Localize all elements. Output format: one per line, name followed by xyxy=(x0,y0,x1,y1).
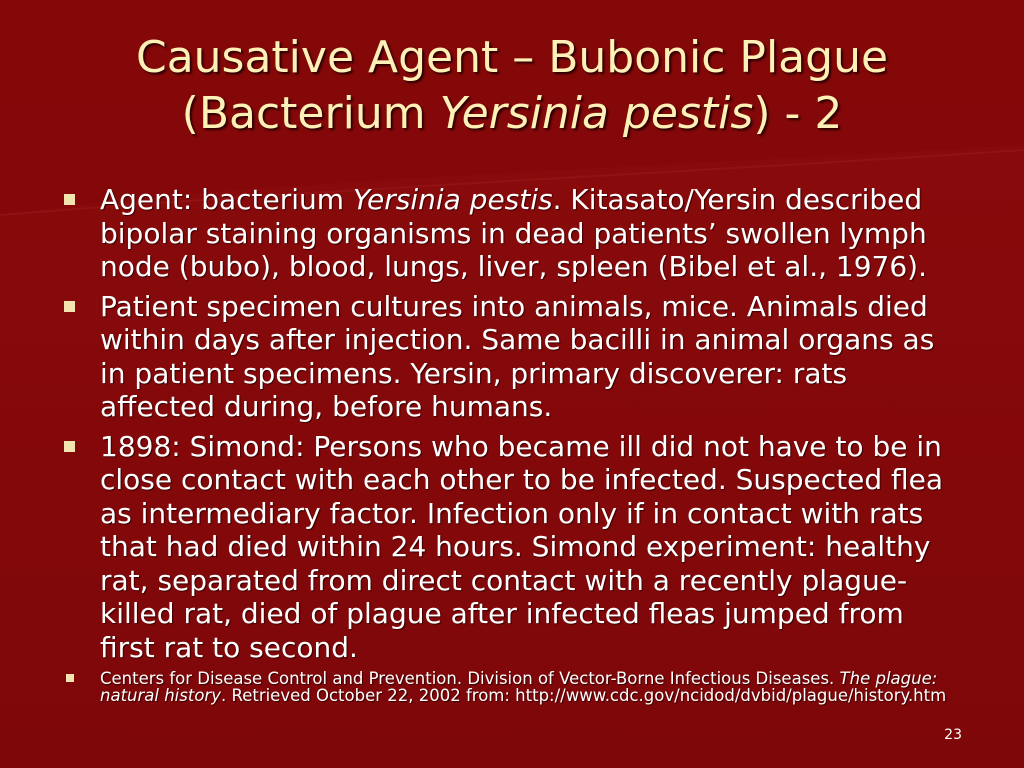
slide-title xyxy=(40,30,984,142)
title-line-2-prefix: (Bacterium xyxy=(181,88,440,139)
title-line-2 xyxy=(40,86,984,142)
reference-title: The plague: natural history xyxy=(100,669,938,705)
reference-item xyxy=(62,670,962,704)
bullet-text: Patient specimen cultures into animals, mice. Animals died within days after injection. Same bacilli in animal organs as in patient specimens. Yersin, primary discoverer: rats affected during, before humans. xyxy=(100,289,935,423)
bullet-item xyxy=(62,183,962,284)
bullet-species-name: Yersinia pestis xyxy=(352,183,553,216)
bullet-item xyxy=(62,290,962,424)
square-bullet-icon xyxy=(64,301,75,312)
bullet-item xyxy=(62,430,962,665)
square-bullet-icon xyxy=(64,441,75,452)
bullet-text: Agent: bacterium xyxy=(100,183,353,216)
reference-text-continued: . Retrieved October 22, 2002 from: http://www.cdc.gov/ncidod/dvbid/plague/history.htm xyxy=(220,686,947,705)
square-bullet-icon xyxy=(66,674,74,682)
bullet-list xyxy=(62,183,962,710)
title-species-name: Yersinia pestis xyxy=(439,88,754,139)
title-line-2-suffix: ) - 2 xyxy=(753,88,843,139)
bullet-text: 1898: Simond: Persons who became ill did not have to be in close contact with each other to be infected. Suspected flea as intermediary factor. Infection only if in contact with rats that had died within 24 hours. Simond experiment: healthy rat, separated from direct contact with a recently plague-killed rat, died of plague after infected fleas jumped from first rat to second. xyxy=(100,429,944,664)
title-line-1: Causative Agent – Bubonic Plague xyxy=(135,32,889,83)
square-bullet-icon xyxy=(64,194,75,205)
reference-text: Centers for Disease Control and Prevention. Division of Vector-Borne Infectious Diseases. xyxy=(100,669,840,688)
bullet-text-continued: . Kitasato/Yersin described bipolar staining organisms in dead patients’ swollen lymph node (bubo), blood, lungs, liver, spleen (Bibel et al., 1976). xyxy=(100,183,927,283)
page-number: 23 xyxy=(944,727,962,743)
